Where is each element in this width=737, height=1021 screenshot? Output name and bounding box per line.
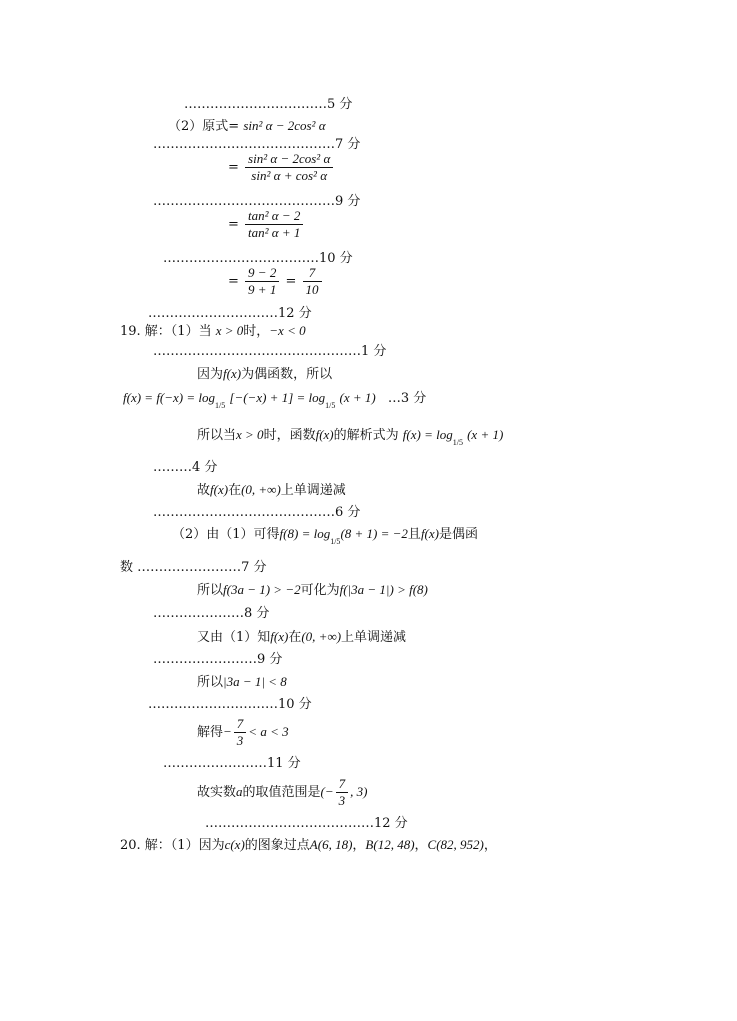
fraction: $\frac{7}{3}$ — [234, 716, 247, 749]
monotonic-statement: 故f(x)在(0, +∞)上单调递减 — [197, 482, 346, 498]
problem-19-header: 19. 解：（1）当 x > 0时，−x < 0 — [120, 323, 306, 339]
fraction: $\frac{7}{10}$ — [303, 265, 322, 298]
score-line-7: ……………………………………7 分 — [153, 137, 361, 152]
fraction: $\frac{\text{tan² α − 2}}{\text{tan² α + 1}}$ — [245, 208, 303, 241]
score-line-9b: ……………………9 分 — [153, 652, 283, 667]
even-function-statement: 因为f(x)为偶函数，所以 — [197, 366, 333, 382]
range-conclusion: 故实数a的取值范围是(− $\frac{7}{3}$ , 3) — [197, 776, 368, 808]
fraction: $\frac{\text{sin² α − 2cos² α}}{\text{sin² α + cos² α}}$ — [245, 151, 333, 184]
fraction: $\frac{9 - 2}{9 + 1}$ — [245, 265, 279, 298]
monotonic-recall: 又由（1）知f(x)在(0, +∞)上单调递减 — [197, 629, 407, 645]
score-line-5: ……………………………5 分 — [184, 97, 353, 112]
fraction-tan: = $\frac{\text{tan² α − 2}}{\text{tan² α + 1}}$ — [228, 208, 305, 241]
score-line-1: …………………………………………1 分 — [153, 344, 387, 359]
score-line-10b: …………………………10 分 — [148, 697, 312, 712]
part-2-statement: （2）由（1）可得$f(8) = \log_{1/5}(8 + 1) = -2$且f(x)是偶函 — [172, 526, 478, 546]
log-derivation: $f(x) = f(-x) = \log_{1/5} [-(-x) + 1] = \log_{1/5} (x + 1)$ …3 分 — [123, 390, 427, 410]
score-line-8: …………………8 分 — [153, 606, 270, 621]
score-line-4: ………4 分 — [153, 460, 218, 475]
inequality-transform: 所以f(3a − 1) > −2可化为f(|3a − 1|) > f(8) — [197, 582, 428, 598]
score-line-7b: 数 ……………………7 分 — [120, 560, 267, 575]
score-line-12: …………………………12 分 — [148, 306, 312, 321]
analytic-expression: 所以当x > 0时，函数f(x)的解析式为 $f(x) = \log_{1/5} (x + 1)$ — [197, 427, 504, 447]
score-line-9: ……………………………………9 分 — [153, 194, 361, 209]
score-line-12b: …………………………………12 分 — [205, 816, 408, 831]
fraction-result: = $\frac{9 - 2}{9 + 1}$ = $\frac{7}{10}$ — [228, 265, 324, 298]
fraction: $\frac{7}{3}$ — [336, 776, 349, 809]
fraction-sin-cos: = $\frac{\text{sin² α − 2cos² α}}{\text{sin² α + cos² α}}$ — [228, 151, 335, 184]
score-line-6: ……………………………………6 分 — [153, 505, 361, 520]
solution-interval: 解得− $\frac{7}{3}$ < a < 3 — [197, 716, 289, 748]
step-original-expression: （2）原式= sin² α − 2cos² α — [168, 118, 326, 134]
score-line-11: ……………………11 分 — [163, 756, 301, 771]
score-line-10: ………………………………10 分 — [163, 251, 353, 266]
absolute-inequality: 所以|3a − 1| < 8 — [197, 674, 287, 690]
problem-20-header: 20. 解：（1）因为c(x)的图象过点A(6, 18)，B(12, 48)，C(82, 952)， — [120, 837, 497, 853]
